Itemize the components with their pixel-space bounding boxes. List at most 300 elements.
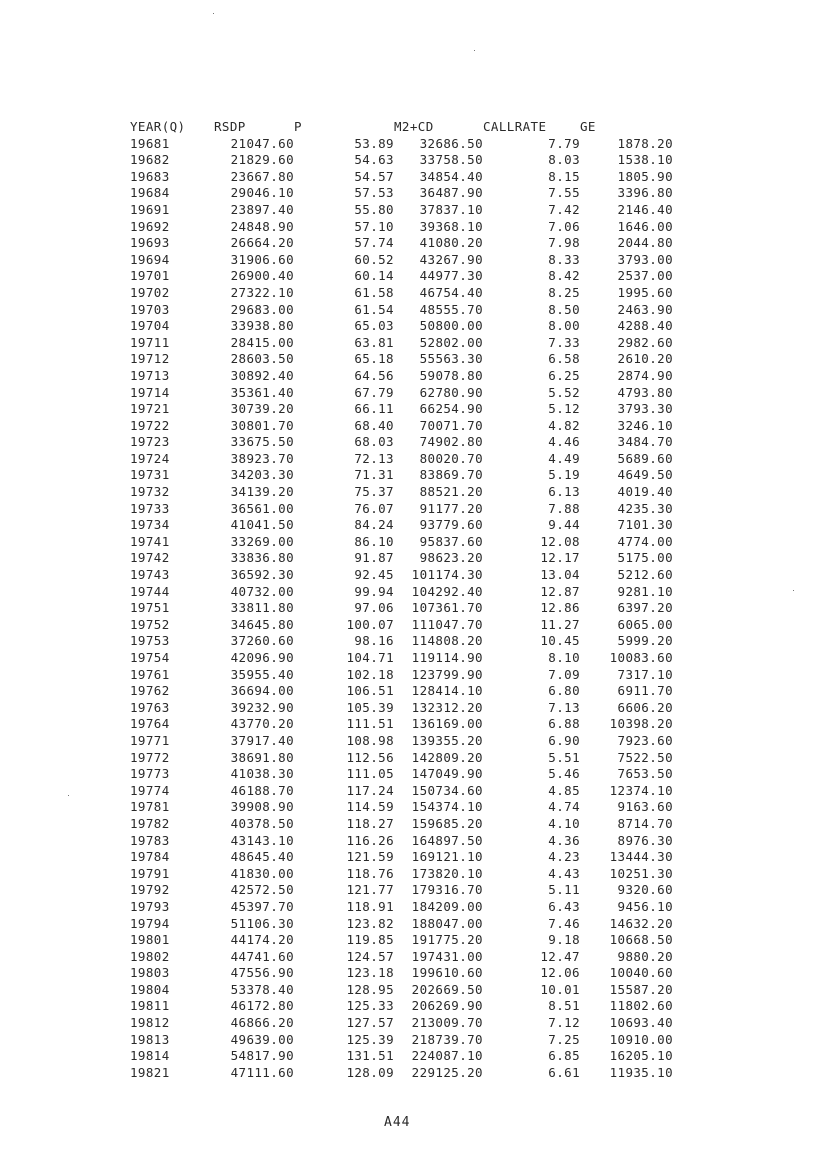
- cell-p: 106.51: [346, 683, 394, 699]
- cell-p: 128.09: [346, 1064, 394, 1080]
- cell-p: 99.94: [354, 583, 394, 599]
- cell-m2cd: 62780.90: [419, 384, 483, 400]
- cell-year: 19792: [130, 882, 170, 898]
- cell-m2cd: 142809.20: [411, 749, 483, 765]
- cell-ge: 9163.60: [617, 799, 673, 815]
- cell-rsdp: 30801.70: [230, 417, 294, 433]
- cell-ge: 7653.50: [617, 766, 673, 782]
- cell-rsdp: 33836.80: [230, 550, 294, 566]
- cell-rsdp: 33675.50: [230, 434, 294, 450]
- cell-p: 63.81: [354, 334, 394, 350]
- cell-rsdp: 48645.40: [230, 849, 294, 865]
- cell-year: 19693: [130, 235, 170, 251]
- cell-callrate: 8.03: [548, 152, 580, 168]
- table-row: [130, 733, 673, 750]
- cell-callrate: 7.33: [548, 334, 580, 350]
- cell-ge: 4288.40: [617, 318, 673, 334]
- cell-m2cd: 206269.90: [411, 998, 483, 1014]
- page-number: A44: [384, 1115, 411, 1130]
- cell-p: 84.24: [354, 517, 394, 533]
- cell-ge: 1995.60: [617, 284, 673, 300]
- cell-p: 125.39: [346, 1031, 394, 1047]
- cell-ge: 9880.20: [617, 948, 673, 964]
- cell-callrate: 6.90: [548, 732, 580, 748]
- scan-speck: [213, 13, 214, 14]
- table-row: [130, 600, 673, 617]
- table-row: [130, 833, 673, 850]
- table-row: [130, 550, 673, 567]
- cell-m2cd: 147049.90: [411, 766, 483, 782]
- cell-m2cd: 43267.90: [419, 251, 483, 267]
- cell-m2cd: 50800.00: [419, 318, 483, 334]
- cell-year: 19731: [130, 467, 170, 483]
- cell-rsdp: 28603.50: [230, 351, 294, 367]
- cell-m2cd: 159685.20: [411, 815, 483, 831]
- cell-year: 19704: [130, 318, 170, 334]
- cell-p: 121.77: [346, 882, 394, 898]
- cell-m2cd: 95837.60: [419, 533, 483, 549]
- cell-year: 19692: [130, 218, 170, 234]
- cell-ge: 6065.00: [617, 616, 673, 632]
- cell-p: 111.51: [346, 716, 394, 732]
- cell-rsdp: 47111.60: [230, 1064, 294, 1080]
- cell-rsdp: 40732.00: [230, 583, 294, 599]
- cell-m2cd: 197431.00: [411, 948, 483, 964]
- cell-ge: 10398.20: [609, 716, 673, 732]
- cell-m2cd: 41080.20: [419, 235, 483, 251]
- cell-rsdp: 34139.20: [230, 484, 294, 500]
- cell-callrate: 8.15: [548, 168, 580, 184]
- cell-m2cd: 164897.50: [411, 832, 483, 848]
- cell-callrate: 5.11: [548, 882, 580, 898]
- cell-ge: 9456.10: [617, 898, 673, 914]
- cell-rsdp: 38691.80: [230, 749, 294, 765]
- cell-callrate: 7.12: [548, 1015, 580, 1031]
- table-row: [130, 136, 673, 153]
- table-row: [130, 252, 673, 269]
- table-row: [130, 401, 673, 418]
- cell-rsdp: 21047.60: [230, 135, 294, 151]
- cell-ge: 5212.60: [617, 567, 673, 583]
- header-ge: GE: [580, 119, 596, 134]
- cell-year: 19694: [130, 251, 170, 267]
- cell-rsdp: 28415.00: [230, 334, 294, 350]
- cell-p: 118.27: [346, 815, 394, 831]
- table-row: [130, 716, 673, 733]
- cell-rsdp: 54817.90: [230, 1048, 294, 1064]
- cell-ge: 5689.60: [617, 450, 673, 466]
- cell-year: 19774: [130, 782, 170, 798]
- table-row: [130, 766, 673, 783]
- cell-year: 19701: [130, 268, 170, 284]
- cell-year: 19761: [130, 666, 170, 682]
- cell-callrate: 7.79: [548, 135, 580, 151]
- cell-p: 102.18: [346, 666, 394, 682]
- table-row: [130, 467, 673, 484]
- cell-callrate: 5.52: [548, 384, 580, 400]
- cell-year: 19804: [130, 981, 170, 997]
- table-body: [130, 136, 673, 1082]
- cell-callrate: 8.33: [548, 251, 580, 267]
- data-table: [130, 119, 673, 1081]
- table-row: [130, 633, 673, 650]
- table-row: [130, 484, 673, 501]
- cell-ge: 7522.50: [617, 749, 673, 765]
- cell-ge: 8976.30: [617, 832, 673, 848]
- table-row: [130, 202, 673, 219]
- cell-ge: 7923.60: [617, 732, 673, 748]
- cell-ge: 1878.20: [617, 135, 673, 151]
- cell-rsdp: 34203.30: [230, 467, 294, 483]
- cell-m2cd: 188047.00: [411, 915, 483, 931]
- cell-ge: 10251.30: [609, 865, 673, 881]
- cell-m2cd: 55563.30: [419, 351, 483, 367]
- table-row: [130, 351, 673, 368]
- table-row: [130, 849, 673, 866]
- cell-m2cd: 150734.60: [411, 782, 483, 798]
- table-row: [130, 1032, 673, 1049]
- cell-rsdp: 41038.30: [230, 766, 294, 782]
- cell-m2cd: 37837.10: [419, 201, 483, 217]
- cell-p: 60.14: [354, 268, 394, 284]
- scan-speck: [474, 50, 475, 51]
- cell-rsdp: 42096.90: [230, 650, 294, 665]
- cell-rsdp: 29046.10: [230, 185, 294, 201]
- table-row: [130, 1048, 673, 1065]
- cell-callrate: 6.25: [548, 367, 580, 383]
- cell-rsdp: 30739.20: [230, 401, 294, 417]
- cell-ge: 10668.50: [609, 932, 673, 948]
- cell-ge: 5999.20: [617, 633, 673, 649]
- cell-ge: 9281.10: [617, 583, 673, 599]
- table-row: [130, 899, 673, 916]
- cell-p: 65.03: [354, 318, 394, 334]
- cell-rsdp: 35955.40: [230, 666, 294, 682]
- table-row: [130, 1015, 673, 1032]
- cell-p: 100.07: [346, 616, 394, 632]
- cell-p: 68.40: [354, 417, 394, 433]
- cell-year: 19712: [130, 351, 170, 367]
- cell-year: 19733: [130, 500, 170, 516]
- cell-p: 54.57: [354, 168, 394, 184]
- cell-m2cd: 213009.70: [411, 1015, 483, 1031]
- cell-m2cd: 184209.00: [411, 898, 483, 914]
- cell-ge: 14632.20: [609, 915, 673, 931]
- cell-rsdp: 34645.80: [230, 616, 294, 632]
- cell-ge: 6606.20: [617, 699, 673, 715]
- cell-year: 19732: [130, 484, 170, 500]
- cell-callrate: 4.10: [548, 815, 580, 831]
- cell-rsdp: 37917.40: [230, 732, 294, 748]
- cell-rsdp: 37260.60: [230, 633, 294, 649]
- cell-callrate: 4.49: [548, 450, 580, 466]
- cell-rsdp: 43143.10: [230, 832, 294, 848]
- cell-ge: 2044.80: [617, 235, 673, 251]
- table-row: [130, 783, 673, 800]
- cell-m2cd: 44977.30: [419, 268, 483, 284]
- cell-p: 118.76: [346, 865, 394, 881]
- cell-p: 92.45: [354, 567, 394, 583]
- cell-callrate: 4.23: [548, 849, 580, 865]
- cell-p: 57.53: [354, 185, 394, 201]
- table-row: [130, 219, 673, 236]
- table-row: [130, 335, 673, 352]
- cell-ge: 4235.30: [617, 500, 673, 516]
- cell-p: 121.59: [346, 849, 394, 865]
- table-row: [130, 667, 673, 684]
- cell-callrate: 4.82: [548, 417, 580, 433]
- cell-year: 19721: [130, 401, 170, 417]
- cell-p: 65.18: [354, 351, 394, 367]
- cell-m2cd: 128414.10: [411, 683, 483, 699]
- cell-year: 19814: [130, 1048, 170, 1064]
- cell-p: 55.80: [354, 201, 394, 217]
- cell-year: 19811: [130, 998, 170, 1014]
- cell-callrate: 8.42: [548, 268, 580, 284]
- cell-p: 67.79: [354, 384, 394, 400]
- cell-ge: 4019.40: [617, 484, 673, 500]
- cell-year: 19702: [130, 284, 170, 300]
- cell-year: 19812: [130, 1015, 170, 1031]
- cell-callrate: 7.09: [548, 666, 580, 682]
- cell-rsdp: 36592.30: [230, 567, 294, 583]
- cell-year: 19743: [130, 567, 170, 583]
- cell-p: 118.91: [346, 898, 394, 914]
- cell-m2cd: 123799.90: [411, 666, 483, 682]
- cell-year: 19802: [130, 948, 170, 964]
- cell-m2cd: 169121.10: [411, 849, 483, 865]
- table-row: [130, 965, 673, 982]
- cell-ge: 10040.60: [609, 965, 673, 981]
- cell-p: 98.16: [354, 633, 394, 649]
- scan-speck: [68, 795, 69, 796]
- cell-callrate: 5.12: [548, 401, 580, 417]
- cell-year: 19742: [130, 550, 170, 566]
- cell-p: 60.52: [354, 251, 394, 267]
- cell-callrate: 8.00: [548, 318, 580, 334]
- cell-p: 68.03: [354, 434, 394, 450]
- cell-callrate: 7.98: [548, 235, 580, 251]
- cell-callrate: 8.51: [548, 998, 580, 1014]
- cell-m2cd: 101174.30: [411, 567, 483, 583]
- cell-year: 19803: [130, 965, 170, 981]
- cell-ge: 2874.90: [617, 367, 673, 383]
- cell-p: 127.57: [346, 1015, 394, 1031]
- header-m2cd: M2+CD: [394, 119, 434, 134]
- cell-m2cd: 32686.50: [419, 135, 483, 151]
- cell-year: 19723: [130, 434, 170, 450]
- cell-m2cd: 119114.90: [411, 650, 483, 665]
- cell-year: 19773: [130, 766, 170, 782]
- table-row: [130, 1065, 673, 1082]
- cell-year: 19684: [130, 185, 170, 201]
- cell-m2cd: 48555.70: [419, 301, 483, 317]
- cell-ge: 3793.00: [617, 251, 673, 267]
- cell-ge: 9320.60: [617, 882, 673, 898]
- cell-ge: 3484.70: [617, 434, 673, 450]
- cell-callrate: 7.13: [548, 699, 580, 715]
- cell-p: 112.56: [346, 749, 394, 765]
- cell-rsdp: 45397.70: [230, 898, 294, 914]
- table-row: [130, 683, 673, 700]
- cell-p: 66.11: [354, 401, 394, 417]
- cell-p: 116.26: [346, 832, 394, 848]
- cell-callrate: 8.25: [548, 284, 580, 300]
- cell-ge: 16205.10: [609, 1048, 673, 1064]
- cell-ge: 3246.10: [617, 417, 673, 433]
- cell-m2cd: 114808.20: [411, 633, 483, 649]
- table-row: [130, 882, 673, 899]
- table-row: [130, 866, 673, 883]
- cell-p: 86.10: [354, 533, 394, 549]
- cell-callrate: 12.08: [540, 533, 580, 549]
- cell-callrate: 7.88: [548, 500, 580, 516]
- cell-callrate: 7.06: [548, 218, 580, 234]
- cell-m2cd: 36487.90: [419, 185, 483, 201]
- cell-ge: 10693.40: [609, 1015, 673, 1031]
- cell-p: 53.89: [354, 135, 394, 151]
- cell-callrate: 13.04: [540, 567, 580, 583]
- cell-m2cd: 173820.10: [411, 865, 483, 881]
- cell-rsdp: 26664.20: [230, 235, 294, 251]
- cell-m2cd: 218739.70: [411, 1031, 483, 1047]
- cell-m2cd: 191775.20: [411, 932, 483, 948]
- cell-p: 61.58: [354, 284, 394, 300]
- cell-rsdp: 36561.00: [230, 500, 294, 516]
- cell-ge: 4774.00: [617, 533, 673, 549]
- table-row: [130, 949, 673, 966]
- cell-callrate: 12.17: [540, 550, 580, 566]
- cell-ge: 6911.70: [617, 683, 673, 699]
- cell-year: 19762: [130, 683, 170, 699]
- cell-p: 114.59: [346, 799, 394, 815]
- cell-m2cd: 93779.60: [419, 517, 483, 533]
- cell-m2cd: 52802.00: [419, 334, 483, 350]
- cell-callrate: 12.87: [540, 583, 580, 599]
- cell-year: 19683: [130, 168, 170, 184]
- table-row: [130, 268, 673, 285]
- cell-callrate: 4.43: [548, 865, 580, 881]
- cell-callrate: 8.50: [548, 301, 580, 317]
- table-row: [130, 534, 673, 551]
- cell-year: 19784: [130, 849, 170, 865]
- cell-rsdp: 39232.90: [230, 699, 294, 715]
- cell-ge: 11802.60: [609, 998, 673, 1014]
- cell-p: 91.87: [354, 550, 394, 566]
- cell-rsdp: 26900.40: [230, 268, 294, 284]
- cell-year: 19681: [130, 135, 170, 151]
- cell-m2cd: 66254.90: [419, 401, 483, 417]
- cell-m2cd: 107361.70: [411, 600, 483, 616]
- cell-year: 19791: [130, 865, 170, 881]
- cell-callrate: 4.46: [548, 434, 580, 450]
- table-row: [130, 318, 673, 335]
- table-row: [130, 700, 673, 717]
- cell-m2cd: 132312.20: [411, 699, 483, 715]
- cell-rsdp: 39908.90: [230, 799, 294, 815]
- cell-ge: 11935.10: [609, 1064, 673, 1080]
- cell-rsdp: 40378.50: [230, 815, 294, 831]
- cell-p: 76.07: [354, 500, 394, 516]
- cell-callrate: 12.06: [540, 965, 580, 981]
- cell-ge: 4793.80: [617, 384, 673, 400]
- cell-year: 19771: [130, 732, 170, 748]
- cell-p: 57.74: [354, 235, 394, 251]
- cell-p: 64.56: [354, 367, 394, 383]
- header-callrate: CALLRATE: [483, 119, 547, 134]
- cell-m2cd: 39368.10: [419, 218, 483, 234]
- cell-m2cd: 202669.50: [411, 981, 483, 997]
- cell-rsdp: 21829.60: [230, 152, 294, 168]
- cell-callrate: 10.45: [540, 633, 580, 649]
- cell-callrate: 6.61: [548, 1064, 580, 1080]
- cell-callrate: 6.80: [548, 683, 580, 699]
- cell-ge: 2146.40: [617, 201, 673, 217]
- cell-rsdp: 23667.80: [230, 168, 294, 184]
- cell-year: 19703: [130, 301, 170, 317]
- cell-callrate: 12.47: [540, 948, 580, 964]
- table-row: [130, 799, 673, 816]
- cell-ge: 4649.50: [617, 467, 673, 483]
- table-row: [130, 517, 673, 534]
- cell-p: 105.39: [346, 699, 394, 715]
- cell-year: 19783: [130, 832, 170, 848]
- cell-m2cd: 70071.70: [419, 417, 483, 433]
- cell-year: 19772: [130, 749, 170, 765]
- cell-year: 19713: [130, 367, 170, 383]
- cell-year: 19782: [130, 815, 170, 831]
- cell-ge: 1805.90: [617, 168, 673, 184]
- cell-rsdp: 46188.70: [230, 782, 294, 798]
- cell-year: 19813: [130, 1031, 170, 1047]
- cell-rsdp: 49639.00: [230, 1031, 294, 1047]
- cell-p: 97.06: [354, 600, 394, 616]
- cell-year: 19764: [130, 716, 170, 732]
- cell-year: 19682: [130, 152, 170, 168]
- header-p: P: [294, 119, 302, 134]
- cell-p: 61.54: [354, 301, 394, 317]
- cell-callrate: 12.86: [540, 600, 580, 616]
- cell-callrate: 7.25: [548, 1031, 580, 1047]
- table-row: [130, 650, 673, 667]
- table-row: [130, 285, 673, 302]
- table-row: [130, 418, 673, 435]
- table-row: [130, 584, 673, 601]
- cell-ge: 1538.10: [617, 152, 673, 168]
- cell-m2cd: 46754.40: [419, 284, 483, 300]
- cell-rsdp: 33938.80: [230, 318, 294, 334]
- table-row: [130, 501, 673, 518]
- cell-rsdp: 42572.50: [230, 882, 294, 898]
- cell-year: 19741: [130, 533, 170, 549]
- header-rsdp: RSDP: [214, 119, 246, 134]
- cell-rsdp: 44741.60: [230, 948, 294, 964]
- cell-m2cd: 154374.10: [411, 799, 483, 815]
- scan-speck: [793, 590, 794, 591]
- cell-callrate: 7.55: [548, 185, 580, 201]
- cell-year: 19801: [130, 932, 170, 948]
- cell-year: 19744: [130, 583, 170, 599]
- cell-rsdp: 27322.10: [230, 284, 294, 300]
- cell-rsdp: 29683.00: [230, 301, 294, 317]
- table-row: [130, 434, 673, 451]
- cell-rsdp: 53378.40: [230, 981, 294, 997]
- cell-m2cd: 74902.80: [419, 434, 483, 450]
- cell-year: 19763: [130, 699, 170, 715]
- cell-callrate: 9.18: [548, 932, 580, 948]
- cell-p: 54.63: [354, 152, 394, 168]
- table-row: [130, 235, 673, 252]
